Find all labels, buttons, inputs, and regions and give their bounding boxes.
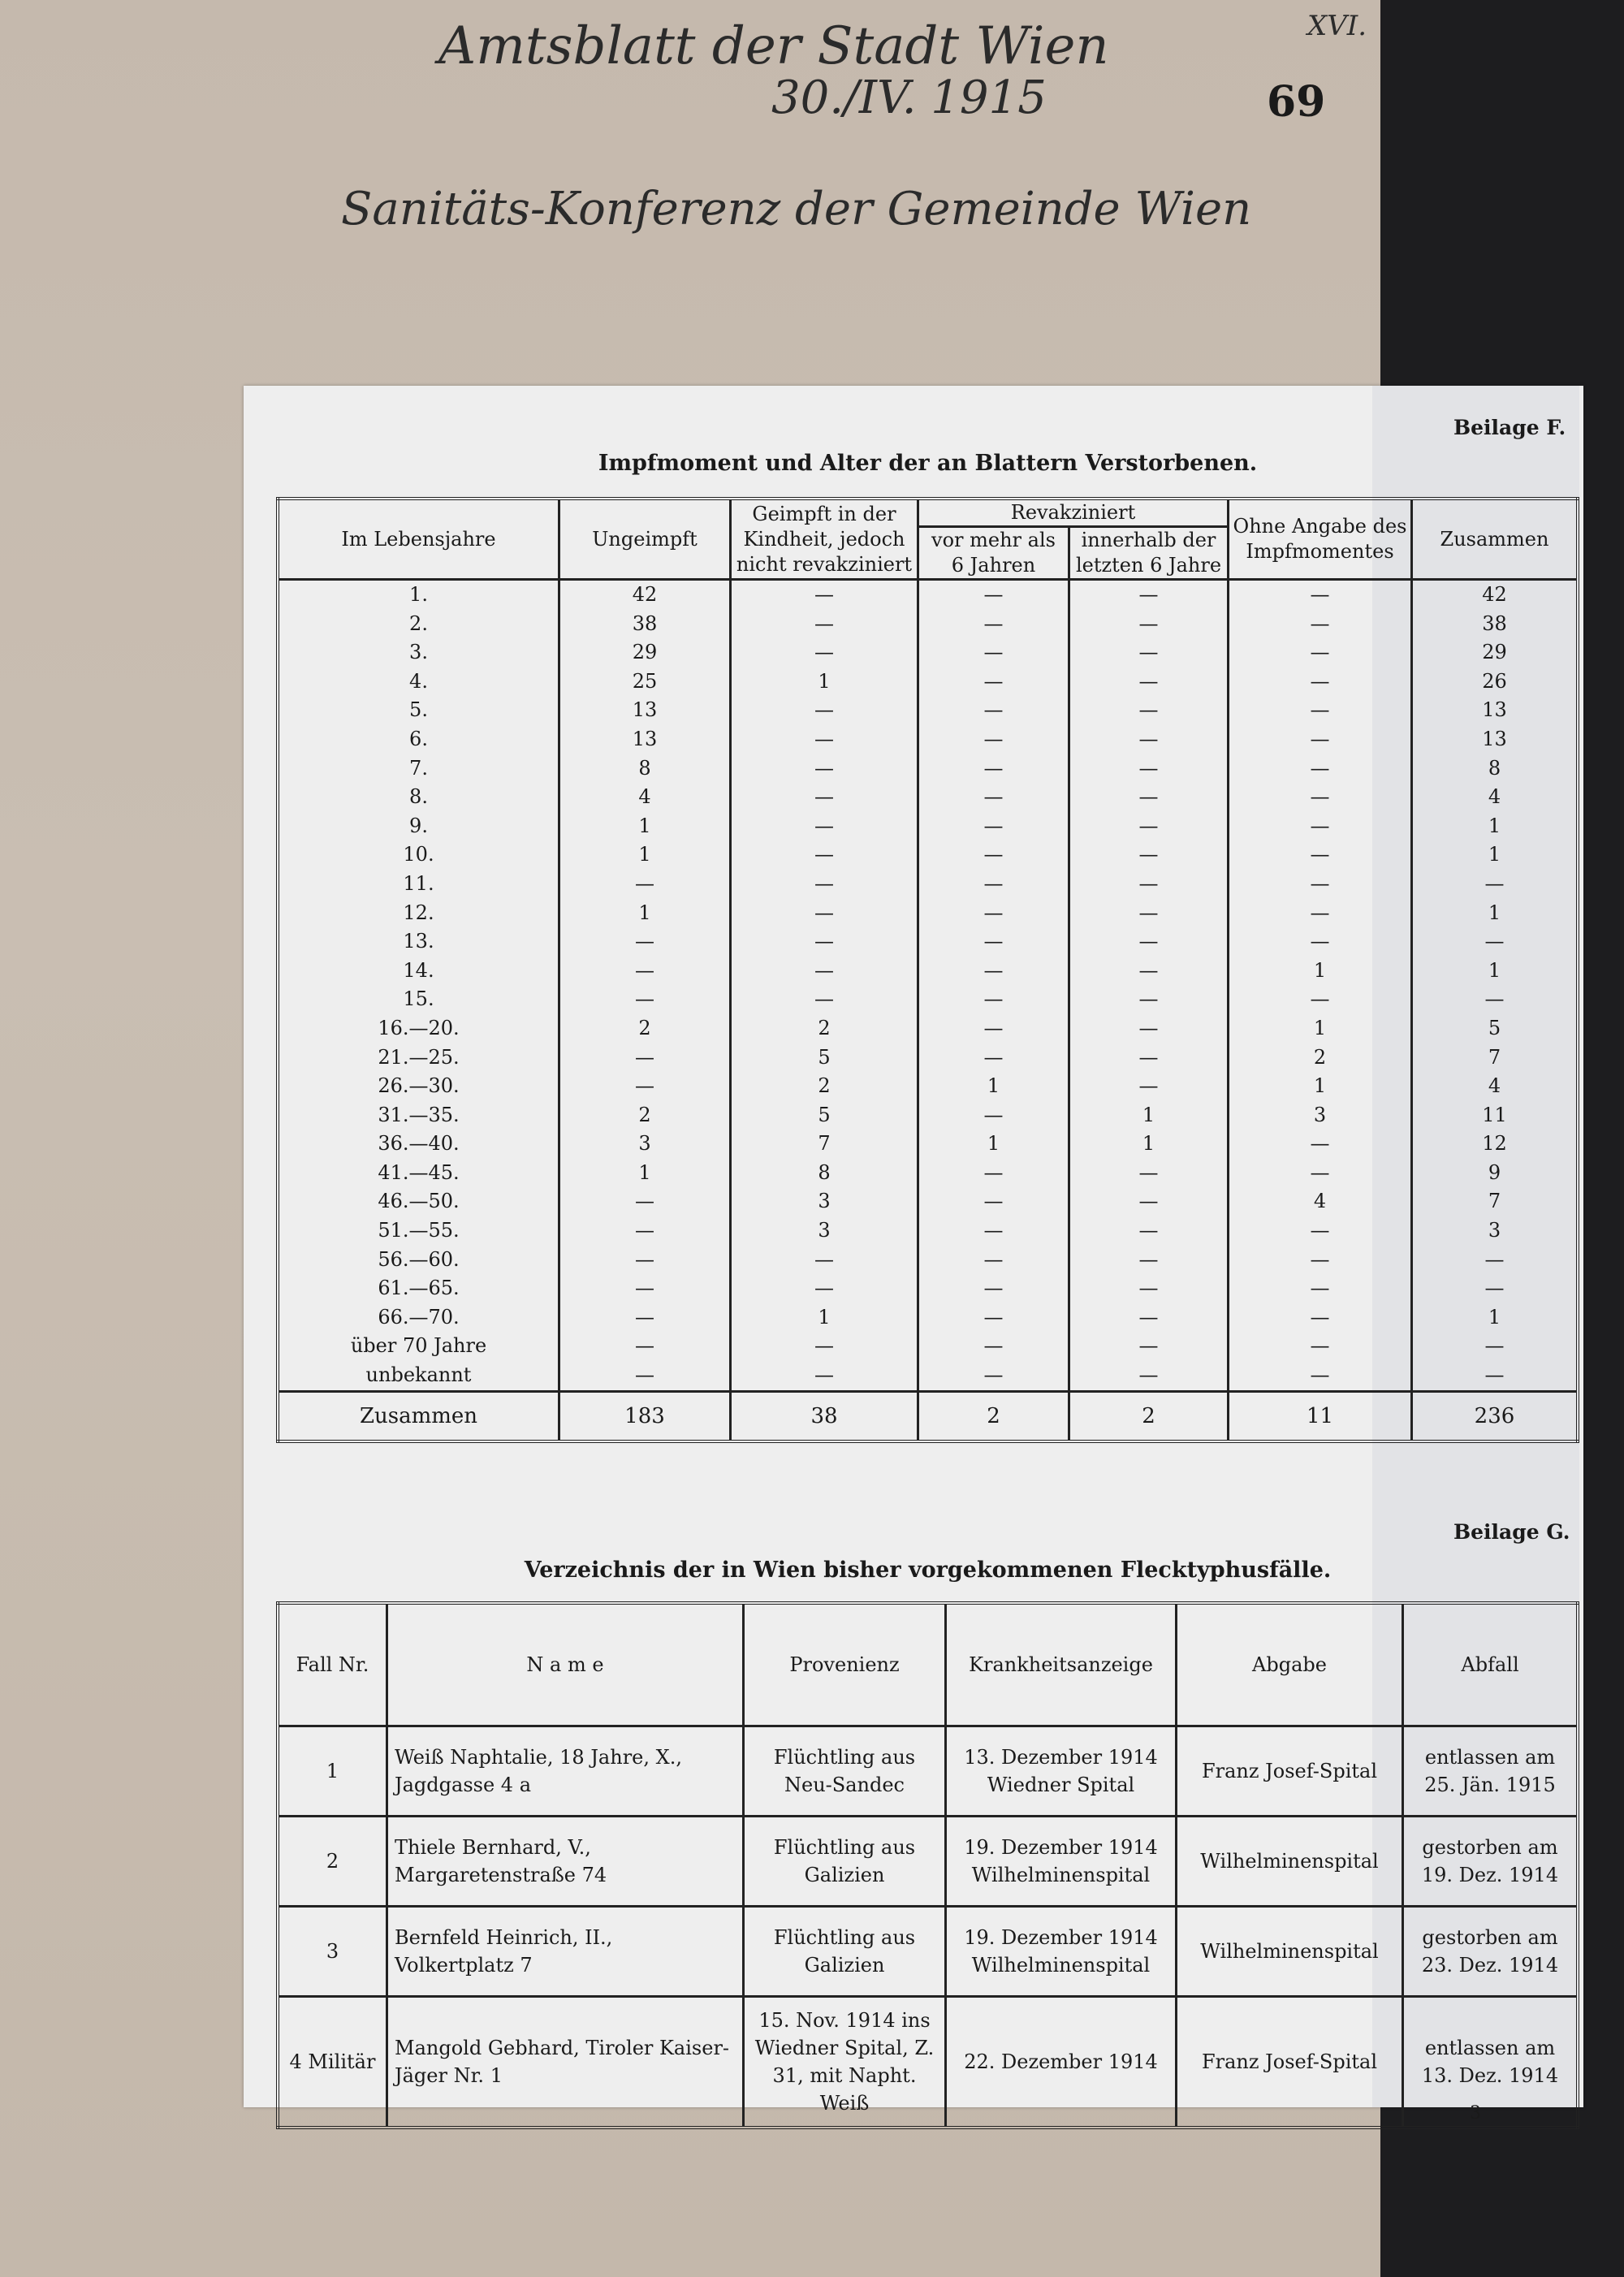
cell-age: 11. [403,871,434,895]
totals-unvaccinated: 183 [559,1391,731,1441]
cell-a: 3 [559,1130,731,1159]
cell-age: 8. [409,785,428,809]
cell-b: 2 [731,1014,918,1043]
cell-e: — [1229,783,1412,812]
cell-transfer: Wilhelminenspital [1177,1817,1403,1907]
cell-name: Bernfeld Heinrich, II., Volkertplatz 7 [387,1907,744,1997]
cell-f: 5 [1412,1014,1579,1043]
cell-b: — [731,899,918,928]
col-total: Zusammen [1412,499,1579,580]
col-report: Krankheitsanzeige [946,1603,1177,1726]
cell-f: 4 [1412,1072,1579,1101]
cell-age: unbekannt [365,1363,472,1387]
cell-d: — [1069,1303,1229,1333]
sheet-number: 3 [1470,2103,1481,2124]
cell-f: 3 [1412,1216,1579,1246]
cell-f: — [1412,985,1579,1014]
cell-f: 42 [1412,580,1579,610]
cell-age: 1. [409,583,428,606]
handwritten-title: Amtsblatt der Stadt Wien [438,16,1109,76]
table-f-row [278,783,1578,812]
cell-c: — [918,638,1069,668]
cell-age: 5. [409,698,428,722]
cell-origin: Flüchtling aus Galizien [744,1907,946,1997]
totals-no-data: 11 [1229,1391,1412,1441]
cell-age: 36.—40. [378,1132,460,1156]
table-g-row [278,1817,1578,1907]
table-f-row [278,668,1578,697]
cell-age: 13. [403,930,434,953]
cell-c: — [918,957,1069,986]
cell-outcome: entlassen am 13. Dez. 1914 [1403,1997,1579,2128]
cell-c: — [918,1014,1069,1043]
cell-f: 8 [1412,754,1579,784]
cell-e: — [1229,638,1412,668]
cell-a: 25 [559,668,731,697]
cell-a: — [559,1332,731,1361]
table-g-body [278,1726,1578,2128]
cell-e: — [1229,899,1412,928]
cell-c: — [918,927,1069,957]
cell-a: 8 [559,754,731,784]
cell-a: — [559,1216,731,1246]
table-g-row [278,1726,1578,1817]
cell-b: 3 [731,1216,918,1246]
cell-c: 1 [918,1130,1069,1159]
cell-d: — [1069,985,1229,1014]
table-f-row [278,754,1578,784]
cell-c: — [918,812,1069,841]
cell-name: Thiele Bernhard, V., Margaretenstraße 74 [387,1817,744,1907]
cell-c: — [918,610,1069,639]
cell-b: 1 [731,1303,918,1333]
cell-outcome: entlassen am 25. Jän. 1915 [1403,1726,1579,1817]
cell-age: 10. [403,843,434,866]
cell-f: 38 [1412,610,1579,639]
cell-b: — [731,1274,918,1303]
cell-e: — [1229,754,1412,784]
cell-e: — [1229,580,1412,610]
cell-origin: Flüchtling aus Neu-Sandec [744,1726,946,1817]
cell-e: — [1229,1216,1412,1246]
cell-d: — [1069,696,1229,725]
cell-c: — [918,1274,1069,1303]
cell-a: — [559,927,731,957]
table-f-totals [278,1391,1578,1441]
cell-c: — [918,1361,1069,1391]
cell-age: 16.—20. [378,1016,460,1039]
cell-c: — [918,1043,1069,1073]
cell-a: — [559,1246,731,1275]
table-f-row [278,1014,1578,1043]
cell-name: Mangold Gebhard, Tiroler Kaiser-Jäger Nr. 1 [387,1997,744,2128]
cell-age: 7. [409,756,428,780]
table-f-row [278,1274,1578,1303]
cell-e: 1 [1229,957,1412,986]
cell-a: 4 [559,783,731,812]
cell-a: 29 [559,638,731,668]
cell-d: — [1069,1159,1229,1188]
cell-report: 19. Dezember 1914 Wilhelminenspital [946,1817,1177,1907]
cell-c: — [918,840,1069,870]
totals-childhood: 38 [731,1391,918,1441]
cell-f: 1 [1412,812,1579,841]
cell-age: 15. [403,987,434,1011]
cell-a: 38 [559,610,731,639]
col-name: N a m e [387,1603,744,1726]
cell-d: — [1069,1216,1229,1246]
table-f-row [278,1072,1578,1101]
handwritten-date: 30./IV. 1915 [771,71,1047,124]
cell-age: 2. [409,611,428,635]
cell-e: 4 [1229,1187,1412,1216]
cell-a: — [559,870,731,899]
cell-f: — [1412,1361,1579,1391]
cell-outcome: gestorben am 19. Dez. 1914 [1403,1817,1579,1907]
table-f-row [278,1246,1578,1275]
cell-f: 12 [1412,1130,1579,1159]
cell-age: 46.—50. [378,1190,460,1213]
cell-b: — [731,1332,918,1361]
cell-d: — [1069,899,1229,928]
cell-report: 13. Dezember 1914 Wiedner Spital [946,1726,1177,1817]
cell-d: — [1069,1361,1229,1391]
col-unvaccinated: Ungeimpft [559,499,731,580]
col-no-data: Ohne Angabe des Impfmomentes [1229,499,1412,580]
cell-e: 1 [1229,1072,1412,1101]
cell-b: — [731,1246,918,1275]
cell-report: 19. Dezember 1914 Wilhelminenspital [946,1907,1177,1997]
cell-a: 42 [559,580,731,610]
cell-c: — [918,985,1069,1014]
cell-outcome: gestorben am 23. Dez. 1914 [1403,1907,1579,1997]
cell-d: 1 [1069,1101,1229,1130]
cell-d: — [1069,927,1229,957]
cell-origin: 15. Nov. 1914 ins Wiedner Spital, Z. 31, mit Napht. Weiß [744,1997,946,2128]
cell-e: — [1229,1159,1412,1188]
cell-f: 9 [1412,1159,1579,1188]
cell-d: — [1069,783,1229,812]
cell-transfer: Franz Josef-Spital [1177,1726,1403,1817]
cell-f: 1 [1412,957,1579,986]
table-g-row [278,1997,1578,2128]
cell-e: — [1229,927,1412,957]
table-g-row [278,1907,1578,1997]
handwritten-subtitle: Sanitäts-Konferenz der Gemeinde Wien [341,183,1252,235]
cell-b: 5 [731,1043,918,1073]
cell-f: 1 [1412,840,1579,870]
cell-age: 9. [409,814,428,837]
cell-c: — [918,754,1069,784]
table-f-row [278,1043,1578,1073]
cell-transfer: Franz Josef-Spital [1177,1997,1403,2128]
col-over-6-years: vor mehr als 6 Jahren [918,527,1069,580]
cell-e: — [1229,1130,1412,1159]
cell-age: über 70 Jahre [350,1334,487,1358]
cell-b: 5 [731,1101,918,1130]
table-f-row [278,927,1578,957]
cell-age: 56.—60. [378,1247,460,1271]
cell-d: — [1069,1014,1229,1043]
cell-case: 3 [278,1907,387,1997]
cell-c: — [918,1159,1069,1188]
cell-c: — [918,668,1069,697]
handwritten-mark: XVI. [1307,10,1367,42]
cell-a: 2 [559,1101,731,1130]
cell-a: 13 [559,725,731,754]
cell-d: — [1069,812,1229,841]
cell-d: — [1069,870,1229,899]
cell-c: — [918,783,1069,812]
cell-b: 7 [731,1130,918,1159]
totals-total: 236 [1412,1391,1579,1441]
cell-d: 1 [1069,1130,1229,1159]
cell-d: — [1069,1043,1229,1073]
cell-f: 1 [1412,1303,1579,1333]
cell-f: 11 [1412,1101,1579,1130]
cell-d: — [1069,610,1229,639]
cell-f: 7 [1412,1187,1579,1216]
beilage-g-label: Beilage G. [1453,1520,1570,1544]
cell-e: — [1229,725,1412,754]
cell-d: — [1069,580,1229,610]
cell-f: 1 [1412,899,1579,928]
table-f-row [278,1187,1578,1216]
cell-b: — [731,610,918,639]
cell-d: — [1069,1332,1229,1361]
cell-age: 61.—65. [378,1277,460,1300]
cell-age: 51.—55. [378,1219,460,1242]
cell-c: — [918,1332,1069,1361]
table-f-row [278,580,1578,610]
cell-e: — [1229,1332,1412,1361]
cell-f: — [1412,870,1579,899]
totals-within-6: 2 [1069,1391,1229,1441]
cell-d: — [1069,1274,1229,1303]
cell-b: — [731,957,918,986]
table-f-row [278,957,1578,986]
cell-e: — [1229,870,1412,899]
cell-b: — [731,1361,918,1391]
cell-f: — [1412,1332,1579,1361]
table-g [276,1601,1579,2129]
col-childhood: Geimpft in der Kindheit, jedoch nicht revakziniert [731,499,918,580]
cell-d: — [1069,668,1229,697]
cell-c: — [918,1246,1069,1275]
col-revaccinated: Revakziniert [918,499,1229,527]
cell-d: — [1069,1246,1229,1275]
cell-b: — [731,725,918,754]
col-outcome: Abfall [1403,1603,1579,1726]
table-f-row [278,696,1578,725]
cell-b: 1 [731,668,918,697]
cell-e: — [1229,696,1412,725]
table-f-body [278,580,1578,1392]
col-case: Fall Nr. [296,1653,369,1676]
cell-name: Weiß Naphtalie, 18 Jahre, X., Jagdgasse 4 a [387,1726,744,1817]
cell-b: — [731,927,918,957]
cell-d: — [1069,1187,1229,1216]
cell-a: 1 [559,1159,731,1188]
cell-f: — [1412,1246,1579,1275]
cell-e: — [1229,840,1412,870]
cell-b: — [731,870,918,899]
col-age: Im Lebensjahre [278,499,559,580]
cell-d: — [1069,725,1229,754]
table-f-row [278,812,1578,841]
table-f-row [278,638,1578,668]
table-f-row [278,1216,1578,1246]
col-within-6-years: innerhalb der letzten 6 Jahre [1069,527,1229,580]
cell-a: — [559,1361,731,1391]
cell-d: — [1069,840,1229,870]
cell-c: — [918,1101,1069,1130]
cell-a: — [559,1274,731,1303]
cell-f: 26 [1412,668,1579,697]
page-number: 69 [1267,77,1326,127]
table-f-row [278,1101,1578,1130]
cell-e: — [1229,1303,1412,1333]
cell-age: 41.—45. [378,1160,460,1184]
table-f-row [278,985,1578,1014]
cell-b: — [731,840,918,870]
cell-a: — [559,985,731,1014]
cell-d: — [1069,1072,1229,1101]
table-f-row [278,725,1578,754]
cell-f: 13 [1412,696,1579,725]
table-f-row [278,870,1578,899]
cell-case: 4 Militär [278,1997,387,2128]
cell-f: 13 [1412,725,1579,754]
cell-a: 1 [559,812,731,841]
cell-d: — [1069,957,1229,986]
cell-f: 29 [1412,638,1579,668]
cell-b: — [731,985,918,1014]
beilage-f-label: Beilage F. [1453,416,1566,439]
col-origin: Provenienz [744,1603,946,1726]
cell-f: — [1412,927,1579,957]
cell-a: 1 [559,899,731,928]
cell-b: — [731,754,918,784]
cell-e: — [1229,1246,1412,1275]
cell-age: 3. [409,641,428,664]
cell-age: 26.—30. [378,1074,460,1098]
table-f-row [278,1332,1578,1361]
cell-b: 8 [731,1159,918,1188]
cell-case: 1 [278,1726,387,1817]
cell-b: — [731,783,918,812]
cell-c: — [918,725,1069,754]
cell-e: 1 [1229,1014,1412,1043]
cell-c: — [918,580,1069,610]
cell-e: — [1229,610,1412,639]
cell-a: — [559,1072,731,1101]
table-f-row [278,610,1578,639]
totals-label: Zusammen [278,1391,559,1441]
cell-f: 7 [1412,1043,1579,1073]
table-f [276,497,1579,1443]
cell-e: 3 [1229,1101,1412,1130]
cell-age: 21.—25. [378,1045,460,1069]
cell-age: 6. [409,727,428,750]
cell-a: 2 [559,1014,731,1043]
table-f-row [278,1159,1578,1188]
table-f-row [278,1361,1578,1391]
col-transfer: Abgabe [1177,1603,1403,1726]
cell-b: 2 [731,1072,918,1101]
cell-e: — [1229,1361,1412,1391]
cell-e: — [1229,812,1412,841]
cell-b: — [731,580,918,610]
table-f-row [278,840,1578,870]
cell-e: 2 [1229,1043,1412,1073]
cell-e: — [1229,1274,1412,1303]
cell-c: — [918,899,1069,928]
cell-a: — [559,1043,731,1073]
cell-c: 1 [918,1072,1069,1101]
table-f-row [278,1303,1578,1333]
cell-transfer: Wilhelminenspital [1177,1907,1403,1997]
cell-a: 1 [559,840,731,870]
cell-a: 13 [559,696,731,725]
cell-d: — [1069,754,1229,784]
cell-c: — [918,870,1069,899]
cell-a: — [559,957,731,986]
cell-a: — [559,1303,731,1333]
cell-f: 4 [1412,783,1579,812]
cell-b: 3 [731,1187,918,1216]
totals-over-6: 2 [918,1391,1069,1441]
cell-age: 66.—70. [378,1305,460,1329]
cell-origin: Flüchtling aus Galizien [744,1817,946,1907]
cell-age: 12. [403,901,434,924]
cell-c: — [918,1303,1069,1333]
cell-case: 2 [278,1817,387,1907]
cell-e: — [1229,668,1412,697]
cell-f: — [1412,1274,1579,1303]
table-g-title: Verzeichnis der in Wien bisher vorgekommenen Flecktyphusfälle. [524,1558,1332,1583]
cell-report: 22. Dezember 1914 [946,1997,1177,2128]
cell-age: 31.—35. [378,1103,460,1126]
cell-b: — [731,638,918,668]
table-f-row [278,1130,1578,1159]
cell-d: — [1069,638,1229,668]
cell-c: — [918,1216,1069,1246]
cell-age: 4. [409,669,428,693]
cell-age: 14. [403,958,434,982]
table-f-title: Impfmoment und Alter der an Blattern Verstorbenen. [598,451,1258,476]
cell-a: — [559,1187,731,1216]
cell-c: — [918,696,1069,725]
cell-c: — [918,1187,1069,1216]
table-f-row [278,899,1578,928]
cell-b: — [731,812,918,841]
cell-e: — [1229,985,1412,1014]
cell-b: — [731,696,918,725]
